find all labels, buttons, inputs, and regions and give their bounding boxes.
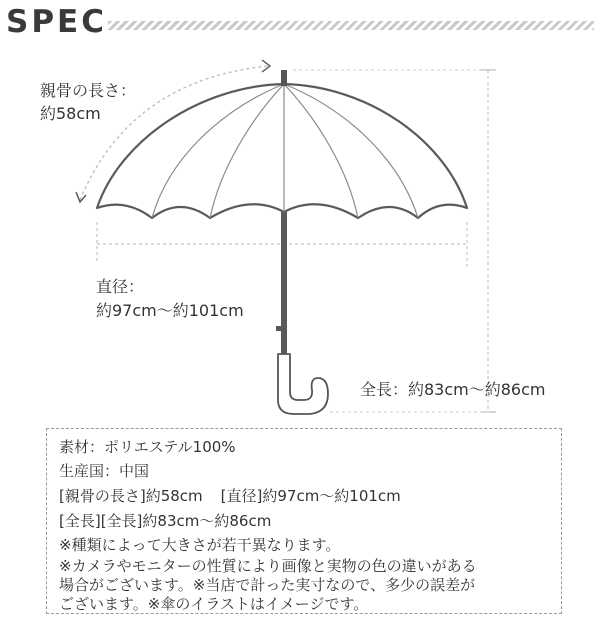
umbrella-shaft (276, 212, 287, 354)
umbrella-canopy (97, 84, 467, 218)
diameter-text: [直径]約97cm〜約101cm (220, 487, 401, 505)
material-text: 素材：ポリエステル100% (59, 438, 236, 456)
note-size-variation: ※種類によって大きさが若干異なります。 (59, 536, 341, 554)
rib-length-text: [親骨の長さ]約58cm (59, 487, 203, 505)
diameter-value: 約97cm〜約101cm (96, 301, 244, 320)
note-color-line2: 場合がございます。※当店で計った実寸なので、多少の誤差が (59, 576, 476, 594)
diameter-title: 直径： (96, 277, 145, 296)
page-title: SPEC (6, 4, 107, 40)
total-length-text: [全長][全長]約83cm〜約86cm (59, 512, 272, 530)
note-color-line3: ございます。※傘のイラストはイメージです。 (59, 595, 369, 613)
total-length-label: 全長：約83cm〜約86cm (360, 380, 546, 399)
umbrella-handle (278, 354, 328, 414)
size-row (59, 486, 401, 506)
umbrella-tip (281, 70, 287, 86)
rib-length-title: 親骨の長さ： (40, 81, 137, 100)
origin-text: 生産国：中国 (59, 462, 150, 480)
note-color-line1: ※カメラやモニターの性質により画像と実物の色の違いがある (59, 557, 477, 575)
rib-length-value: 約58cm (40, 104, 101, 123)
spec-info-box (46, 428, 562, 614)
